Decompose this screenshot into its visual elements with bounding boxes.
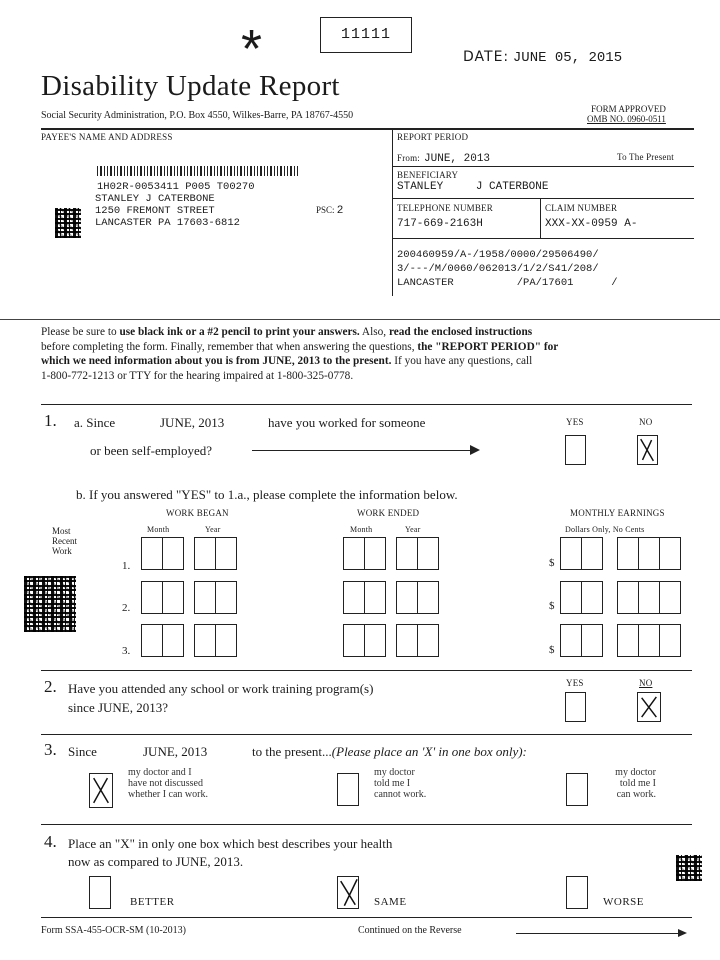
row3-earnings-b-box[interactable]: [659, 624, 681, 657]
row-number-1: 1.: [122, 560, 131, 572]
q4-better-checkbox[interactable]: [89, 876, 111, 909]
report-period-from: [397, 148, 490, 166]
row3-began-year-box[interactable]: [194, 624, 216, 657]
q4-same-x-mark: [338, 877, 358, 908]
from-value: JUNE, 2013: [424, 153, 491, 165]
q3-opt2-label: my doctor told me I cannot work.: [374, 767, 427, 800]
row3-ended-month-box[interactable]: [364, 624, 386, 657]
form-title: Disability Update Report: [41, 70, 340, 102]
row1-began-month-box[interactable]: [162, 537, 184, 570]
payee-address: [95, 181, 255, 229]
q1-no-x-mark: [638, 436, 657, 464]
psc: [316, 205, 343, 217]
row1-began-month-box[interactable]: [141, 537, 163, 570]
work-began-label: WORK BEGAN: [166, 508, 229, 518]
beneficiary-last: J CATERBONE: [475, 181, 549, 193]
q2-number: 2.: [44, 677, 57, 696]
q2-yes-label: YES: [566, 678, 584, 688]
row3-began-month-box[interactable]: [162, 624, 184, 657]
continued-on-reverse: Continued on the Reverse: [358, 925, 462, 936]
row3-earnings-b-box[interactable]: [617, 624, 639, 657]
row2-earnings-b-box[interactable]: [617, 581, 639, 614]
q1-arrow-line: [252, 450, 474, 451]
form-approved-label: FORM APPROVED: [591, 104, 666, 114]
row-number-2: 2.: [122, 602, 131, 614]
row3-earnings-a-box[interactable]: [581, 624, 603, 657]
q1-no-checkbox[interactable]: [637, 435, 658, 465]
row1-earnings-b-box[interactable]: [638, 537, 660, 570]
q3-opt2-checkbox[interactable]: [337, 773, 359, 806]
q1a-label: a. Since: [74, 415, 116, 430]
row2-began-month-box[interactable]: [162, 581, 184, 614]
row2-began-year-box[interactable]: [194, 581, 216, 614]
row2-earnings-b-box[interactable]: [659, 581, 681, 614]
dollar-sign-1: $: [549, 557, 555, 569]
row1-ended-month-box[interactable]: [364, 537, 386, 570]
psc-value: 2: [336, 205, 344, 217]
began-month-label: Month: [147, 525, 170, 534]
row3-began-month-box[interactable]: [141, 624, 163, 657]
to-the-present: To The Present: [617, 152, 674, 162]
q3-since: Since: [68, 744, 97, 759]
instructions: Please be sure to use black ink or a #2 pencil to print your answers. Also, read the enclosed instructions before completing the form. Finally, remember that when answering the questions, the "REPORT PERIOD" for which we need information about you is from JUNE, 2013 to the present. If you have any questions, call 1-800-772-1213 or TTY for the hearing impaired at 1-800-325-0778.: [41, 326, 559, 382]
row2-earnings-a-box[interactable]: [581, 581, 603, 614]
row3-earnings-b-box[interactable]: [638, 624, 660, 657]
claim-label: CLAIM NUMBER: [545, 203, 618, 213]
q1-since-value: JUNE, 2013: [160, 415, 225, 430]
batch-code: 11111: [340, 26, 391, 43]
q3-opt1-checkbox[interactable]: [89, 773, 113, 808]
q4-text-2: now as compared to JUNE, 2013.: [68, 854, 244, 869]
batch-code-box: [320, 17, 412, 53]
row3-ended-year-box[interactable]: [417, 624, 439, 657]
payee-street: 1250 FREMONT STREET: [95, 205, 215, 217]
q3-opt1-x-mark: [90, 774, 112, 807]
perforation-line: [0, 319, 720, 320]
q3-number: 3.: [44, 740, 57, 759]
postal-barcode: [97, 166, 300, 176]
payee-city: LANCASTER PA 17603-6812: [95, 217, 240, 229]
q4-worse-checkbox[interactable]: [566, 876, 588, 909]
q3-opt1-label: my doctor and I have not discussed whether I can work.: [128, 767, 208, 800]
q4-text-1: Place an "X" in only one box which best describes your health: [68, 836, 393, 851]
row3-earnings-a-box[interactable]: [560, 624, 582, 657]
q4-better-label: BETTER: [130, 896, 175, 908]
q1-number: 1.: [44, 411, 57, 430]
q2-no-label: NO: [639, 678, 653, 688]
row1-ended-month-box[interactable]: [343, 537, 365, 570]
dollar-sign-3: $: [549, 644, 555, 656]
date-value: JUNE 05, 2015: [512, 50, 623, 66]
row2-ended-month-box[interactable]: [364, 581, 386, 614]
q3-opt3-checkbox[interactable]: [566, 773, 588, 806]
row2-ended-month-box[interactable]: [343, 581, 365, 614]
q1-no-label: NO: [639, 417, 653, 427]
agency-address: Social Security Administration, P.O. Box 4550, Wilkes-Barre, PA 18767-4550: [41, 110, 354, 121]
q1-yes-label: YES: [566, 417, 584, 427]
row2-ended-year-box[interactable]: [417, 581, 439, 614]
beneficiary-name: [397, 181, 548, 193]
payee-code-line: 1H02R-0053411 P005 T00270: [97, 181, 255, 193]
form-id: Form SSA-455-OCR-SM (10-2013): [41, 925, 187, 936]
q2-no-checkbox[interactable]: [637, 692, 661, 722]
row2-began-month-box[interactable]: [141, 581, 163, 614]
asterisk-mark: *: [241, 19, 263, 79]
q3-since-value: JUNE, 2013: [143, 744, 208, 759]
form-approved: [587, 104, 666, 124]
q1-arrow-head: [470, 445, 480, 455]
encoded-line-2: 3/---/M/0060/062013/1/2/S41/208/: [397, 263, 599, 275]
encoded-line-1: 200460959/A-/1958/0000/29506490/: [397, 249, 599, 261]
row1-began-year-box[interactable]: [194, 537, 216, 570]
omb-number: OMB NO. 0960-0511: [587, 114, 666, 124]
began-year-label: Year: [205, 525, 221, 534]
q4-same-checkbox[interactable]: [337, 876, 359, 909]
q2-yes-checkbox[interactable]: [565, 692, 586, 722]
q1-text-1: have you worked for someone: [268, 415, 426, 430]
q1-yes-checkbox[interactable]: [565, 435, 586, 465]
row-number-3: 3.: [122, 645, 131, 657]
q2-text-1: Have you attended any school or work training program(s): [68, 681, 374, 696]
row1-ended-year-box[interactable]: [417, 537, 439, 570]
q2-text-2: since JUNE, 2013?: [68, 700, 169, 715]
dollar-sign-2: $: [549, 600, 555, 612]
row2-ended-year-box[interactable]: [396, 581, 418, 614]
date-label: DATE:: [463, 49, 510, 65]
from-label: From:: [397, 153, 421, 163]
payee-name: STANLEY J CATERBONE: [95, 193, 215, 205]
claim-value: XXX-XX-0959 A-: [545, 218, 638, 230]
monthly-earnings-label: MONTHLY EARNINGS: [570, 508, 665, 518]
q2-no-x-mark: [638, 693, 660, 721]
beneficiary-first: STANLEY: [397, 181, 444, 193]
q4-qr-code: [676, 855, 702, 881]
encoded-data: [397, 248, 618, 290]
telephone-value: 717-669-2163H: [397, 218, 483, 230]
most-recent-work-label: Most Recent Work: [52, 526, 77, 556]
row3-began-year-box[interactable]: [215, 624, 237, 657]
continued-arrow-line: [516, 933, 681, 934]
row3-ended-year-box[interactable]: [396, 624, 418, 657]
q4-same-label: SAME: [374, 896, 407, 908]
row1-earnings-a-box[interactable]: [560, 537, 582, 570]
row2-began-year-box[interactable]: [215, 581, 237, 614]
telephone-label: TELEPHONE NUMBER: [397, 203, 493, 213]
q4-worse-label: WORSE: [603, 896, 644, 908]
beneficiary-label: BENEFICIARY: [397, 170, 459, 180]
payee-qr-code: [55, 208, 81, 238]
side-data-matrix: [24, 576, 76, 632]
row1-ended-year-box[interactable]: [396, 537, 418, 570]
continued-arrow-head: [678, 929, 687, 937]
date-line: [463, 49, 622, 66]
ended-year-label: Year: [405, 525, 421, 534]
row1-began-year-box[interactable]: [215, 537, 237, 570]
encoded-line-3: LANCASTER /PA/17601 /: [397, 277, 618, 289]
row2-earnings-a-box[interactable]: [560, 581, 582, 614]
q3-opt3-label: my doctor told me I can work.: [615, 767, 656, 800]
row1-earnings-b-box[interactable]: [617, 537, 639, 570]
row3-ended-month-box[interactable]: [343, 624, 365, 657]
dollars-only-label: Dollars Only, No Cents: [565, 525, 645, 534]
q3-prompt: to the present...(Please place an 'X' in one box only):: [252, 744, 527, 759]
ended-month-label: Month: [350, 525, 373, 534]
q1b-text: b. If you answered "YES" to 1.a., please complete the information below.: [76, 487, 458, 502]
payee-label: PAYEE'S NAME AND ADDRESS: [41, 132, 173, 142]
report-period-label: REPORT PERIOD: [397, 132, 469, 142]
row1-earnings-b-box[interactable]: [659, 537, 681, 570]
q4-number: 4.: [44, 832, 57, 851]
row1-earnings-a-box[interactable]: [581, 537, 603, 570]
q1-text-2: or been self-employed?: [90, 443, 213, 458]
work-ended-label: WORK ENDED: [357, 508, 420, 518]
row2-earnings-b-box[interactable]: [638, 581, 660, 614]
psc-label: PSC:: [316, 205, 335, 215]
